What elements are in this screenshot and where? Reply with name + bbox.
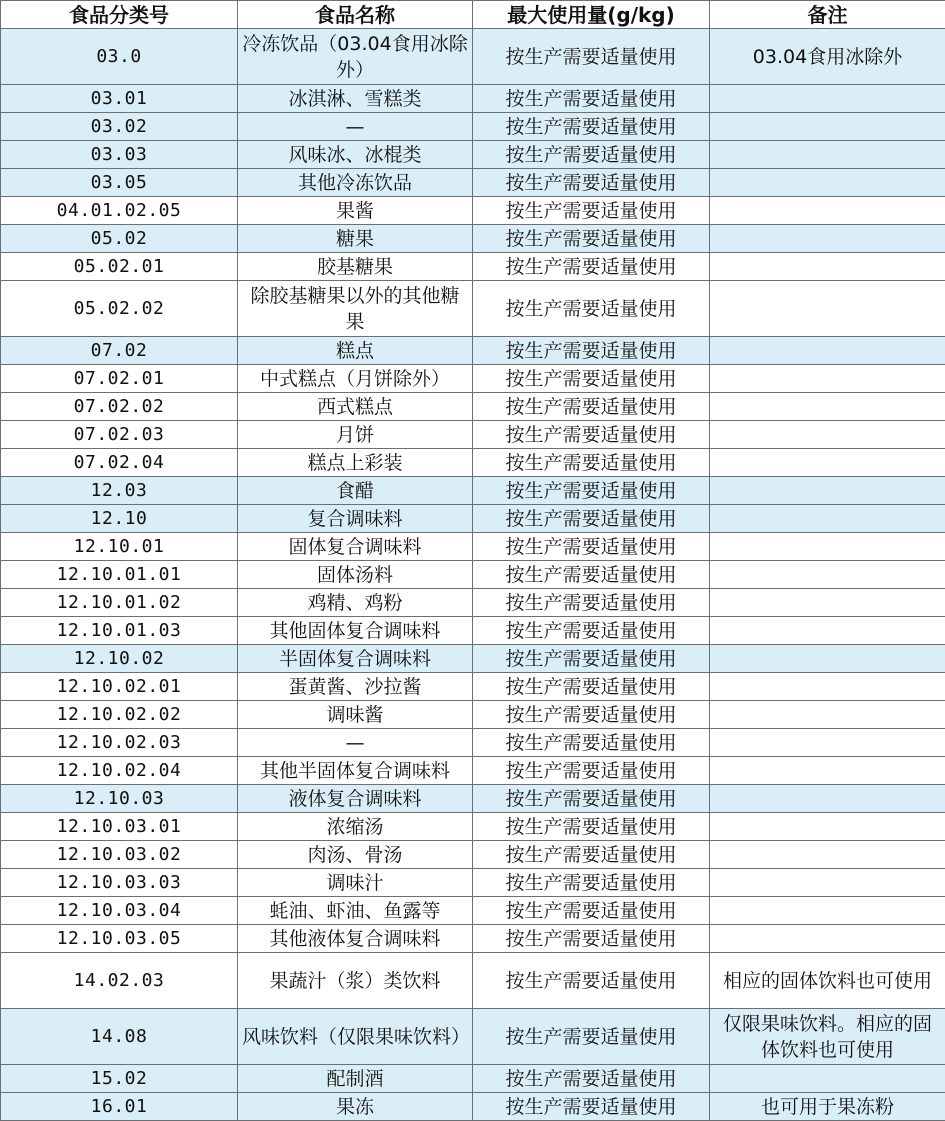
note-cell — [710, 925, 945, 953]
food-name-cell: — — [238, 729, 473, 757]
table-row — [1, 421, 945, 449]
max-amount-cell: 按生产需要适量使用 — [473, 113, 710, 141]
table-row — [1, 365, 945, 393]
header-max-amount: 最大使用量(g/kg) — [473, 1, 710, 29]
note-cell: 也可用于果冻粉 — [710, 1093, 945, 1121]
note-cell: 相应的固体饮料也可使用 — [710, 953, 945, 1009]
table-row — [1, 477, 945, 505]
max-amount-cell: 按生产需要适量使用 — [473, 1093, 710, 1121]
food-code-cell: 14.08 — [1, 1009, 238, 1065]
food-name-cell: 固体汤料 — [238, 561, 473, 589]
food-name-cell: 其他半固体复合调味料 — [238, 757, 473, 785]
note-cell — [710, 589, 945, 617]
food-code-cell: 12.10.02.04 — [1, 757, 238, 785]
max-amount-cell: 按生产需要适量使用 — [473, 841, 710, 869]
note-cell — [710, 393, 945, 421]
table-row — [1, 785, 945, 813]
food-name-cell: 鸡精、鸡粉 — [238, 589, 473, 617]
table-row — [1, 197, 945, 225]
table-row — [1, 897, 945, 925]
food-code-cell: 07.02.04 — [1, 449, 238, 477]
note-cell — [710, 897, 945, 925]
table-row — [1, 841, 945, 869]
food-code-cell: 07.02.01 — [1, 365, 238, 393]
food-name-cell: 肉汤、骨汤 — [238, 841, 473, 869]
food-name-cell: 配制酒 — [238, 1065, 473, 1093]
table-row — [1, 1009, 945, 1065]
max-amount-cell: 按生产需要适量使用 — [473, 785, 710, 813]
table-row — [1, 673, 945, 701]
food-name-cell: 果酱 — [238, 197, 473, 225]
food-code-cell: 12.10.02.01 — [1, 673, 238, 701]
max-amount-cell: 按生产需要适量使用 — [473, 673, 710, 701]
food-code-cell: 12.10.01.03 — [1, 617, 238, 645]
food-name-cell: 固体复合调味料 — [238, 533, 473, 561]
food-code-cell: 03.0 — [1, 29, 238, 85]
table-row — [1, 1093, 945, 1121]
table-row — [1, 1065, 945, 1093]
max-amount-cell: 按生产需要适量使用 — [473, 953, 710, 1009]
note-cell — [710, 85, 945, 113]
max-amount-cell: 按生产需要适量使用 — [473, 589, 710, 617]
max-amount-cell: 按生产需要适量使用 — [473, 813, 710, 841]
table-row — [1, 953, 945, 1009]
max-amount-cell: 按生产需要适量使用 — [473, 421, 710, 449]
table-row — [1, 85, 945, 113]
table-row — [1, 225, 945, 253]
max-amount-cell: 按生产需要适量使用 — [473, 561, 710, 589]
note-cell — [710, 645, 945, 673]
food-name-cell: 冷冻饮品（03.04食用冰除外） — [238, 29, 473, 85]
table-row — [1, 869, 945, 897]
note-cell — [710, 337, 945, 365]
max-amount-cell: 按生产需要适量使用 — [473, 225, 710, 253]
max-amount-cell: 按生产需要适量使用 — [473, 477, 710, 505]
note-cell — [710, 757, 945, 785]
header-food-code: 食品分类号 — [1, 1, 238, 29]
table-row — [1, 561, 945, 589]
food-name-cell: 浓缩汤 — [238, 813, 473, 841]
table-row — [1, 253, 945, 281]
food-code-cell: 12.10 — [1, 505, 238, 533]
note-cell — [710, 197, 945, 225]
note-cell — [710, 869, 945, 897]
note-cell — [710, 1065, 945, 1093]
food-code-cell: 05.02 — [1, 225, 238, 253]
header-row — [1, 1, 945, 29]
note-cell — [710, 169, 945, 197]
food-code-cell: 12.10.02.02 — [1, 701, 238, 729]
table-row — [1, 449, 945, 477]
food-code-cell: 12.10.01 — [1, 533, 238, 561]
food-code-cell: 12.10.03.04 — [1, 897, 238, 925]
note-cell: 03.04食用冰除外 — [710, 29, 945, 85]
table-row — [1, 141, 945, 169]
food-name-cell: 半固体复合调味料 — [238, 645, 473, 673]
note-cell — [710, 281, 945, 337]
note-cell — [710, 449, 945, 477]
max-amount-cell: 按生产需要适量使用 — [473, 197, 710, 225]
food-name-cell: 风味冰、冰棍类 — [238, 141, 473, 169]
table-row — [1, 337, 945, 365]
table-row — [1, 757, 945, 785]
note-cell — [710, 617, 945, 645]
food-name-cell: 复合调味料 — [238, 505, 473, 533]
note-cell — [710, 841, 945, 869]
food-code-cell: 05.02.02 — [1, 281, 238, 337]
food-name-cell: 调味汁 — [238, 869, 473, 897]
food-name-cell: 糕点 — [238, 337, 473, 365]
table-row — [1, 645, 945, 673]
note-cell — [710, 505, 945, 533]
table-row — [1, 813, 945, 841]
food-name-cell: 其他固体复合调味料 — [238, 617, 473, 645]
food-name-cell: 西式糕点 — [238, 393, 473, 421]
food-code-cell: 03.05 — [1, 169, 238, 197]
max-amount-cell: 按生产需要适量使用 — [473, 393, 710, 421]
food-code-cell: 12.10.02.03 — [1, 729, 238, 757]
food-name-cell: 蛋黄酱、沙拉酱 — [238, 673, 473, 701]
food-code-cell: 12.10.03.03 — [1, 869, 238, 897]
note-cell — [710, 785, 945, 813]
note-cell — [710, 729, 945, 757]
max-amount-cell: 按生产需要适量使用 — [473, 85, 710, 113]
table-row — [1, 729, 945, 757]
note-cell — [710, 813, 945, 841]
food-code-cell: 15.02 — [1, 1065, 238, 1093]
food-name-cell: 糕点上彩装 — [238, 449, 473, 477]
food-name-cell: 月饼 — [238, 421, 473, 449]
food-name-cell: — — [238, 113, 473, 141]
table-row — [1, 29, 945, 85]
food-code-cell: 03.03 — [1, 141, 238, 169]
note-cell — [710, 533, 945, 561]
food-code-cell: 12.10.03 — [1, 785, 238, 813]
food-name-cell: 果蔬汁（浆）类饮料 — [238, 953, 473, 1009]
max-amount-cell: 按生产需要适量使用 — [473, 701, 710, 729]
food-name-cell: 除胶基糖果以外的其他糖果 — [238, 281, 473, 337]
table-row — [1, 113, 945, 141]
table-row — [1, 925, 945, 953]
max-amount-cell: 按生产需要适量使用 — [473, 141, 710, 169]
note-cell — [710, 225, 945, 253]
food-code-cell: 07.02.03 — [1, 421, 238, 449]
table-row — [1, 505, 945, 533]
table-row — [1, 701, 945, 729]
note-cell — [710, 673, 945, 701]
food-name-cell: 液体复合调味料 — [238, 785, 473, 813]
table-row — [1, 393, 945, 421]
food-code-cell: 12.10.01.01 — [1, 561, 238, 589]
food-name-cell: 糖果 — [238, 225, 473, 253]
table-row — [1, 281, 945, 337]
max-amount-cell: 按生产需要适量使用 — [473, 533, 710, 561]
table-row — [1, 533, 945, 561]
food-name-cell: 调味酱 — [238, 701, 473, 729]
food-code-cell: 04.01.02.05 — [1, 197, 238, 225]
max-amount-cell: 按生产需要适量使用 — [473, 169, 710, 197]
food-code-cell: 03.02 — [1, 113, 238, 141]
food-code-cell: 12.10.02 — [1, 645, 238, 673]
max-amount-cell: 按生产需要适量使用 — [473, 29, 710, 85]
food-code-cell: 12.10.03.01 — [1, 813, 238, 841]
note-cell — [710, 253, 945, 281]
max-amount-cell: 按生产需要适量使用 — [473, 729, 710, 757]
food-code-cell: 12.03 — [1, 477, 238, 505]
max-amount-cell: 按生产需要适量使用 — [473, 897, 710, 925]
food-code-cell: 14.02.03 — [1, 953, 238, 1009]
food-code-cell: 12.10.03.05 — [1, 925, 238, 953]
max-amount-cell: 按生产需要适量使用 — [473, 365, 710, 393]
food-code-cell: 07.02.02 — [1, 393, 238, 421]
food-code-cell: 03.01 — [1, 85, 238, 113]
max-amount-cell: 按生产需要适量使用 — [473, 1009, 710, 1065]
food-code-cell: 16.01 — [1, 1093, 238, 1121]
max-amount-cell: 按生产需要适量使用 — [473, 869, 710, 897]
note-cell — [710, 561, 945, 589]
note-cell — [710, 113, 945, 141]
max-amount-cell: 按生产需要适量使用 — [473, 281, 710, 337]
max-amount-cell: 按生产需要适量使用 — [473, 253, 710, 281]
table-row — [1, 169, 945, 197]
max-amount-cell: 按生产需要适量使用 — [473, 449, 710, 477]
food-name-cell: 其他冷冻饮品 — [238, 169, 473, 197]
max-amount-cell: 按生产需要适量使用 — [473, 645, 710, 673]
food-name-cell: 冰淇淋、雪糕类 — [238, 85, 473, 113]
max-amount-cell: 按生产需要适量使用 — [473, 617, 710, 645]
food-name-cell: 食醋 — [238, 477, 473, 505]
note-cell: 仅限果味饮料。相应的固体饮料也可使用 — [710, 1009, 945, 1065]
header-note: 备注 — [710, 1, 945, 29]
note-cell — [710, 701, 945, 729]
food-code-cell: 05.02.01 — [1, 253, 238, 281]
note-cell — [710, 477, 945, 505]
food-code-cell: 12.10.01.02 — [1, 589, 238, 617]
food-code-cell: 12.10.03.02 — [1, 841, 238, 869]
max-amount-cell: 按生产需要适量使用 — [473, 757, 710, 785]
max-amount-cell: 按生产需要适量使用 — [473, 505, 710, 533]
food-name-cell: 中式糕点（月饼除外） — [238, 365, 473, 393]
max-amount-cell: 按生产需要适量使用 — [473, 1065, 710, 1093]
food-name-cell: 其他液体复合调味料 — [238, 925, 473, 953]
food-name-cell: 果冻 — [238, 1093, 473, 1121]
table-row — [1, 589, 945, 617]
max-amount-cell: 按生产需要适量使用 — [473, 337, 710, 365]
table-row — [1, 617, 945, 645]
table-body — [1, 29, 945, 1121]
note-cell — [710, 365, 945, 393]
food-name-cell: 风味饮料（仅限果味饮料） — [238, 1009, 473, 1065]
max-amount-cell: 按生产需要适量使用 — [473, 925, 710, 953]
note-cell — [710, 421, 945, 449]
food-name-cell: 蚝油、虾油、鱼露等 — [238, 897, 473, 925]
food-name-cell: 胶基糖果 — [238, 253, 473, 281]
note-cell — [710, 141, 945, 169]
header-food-name: 食品名称 — [238, 1, 473, 29]
food-code-cell: 07.02 — [1, 337, 238, 365]
